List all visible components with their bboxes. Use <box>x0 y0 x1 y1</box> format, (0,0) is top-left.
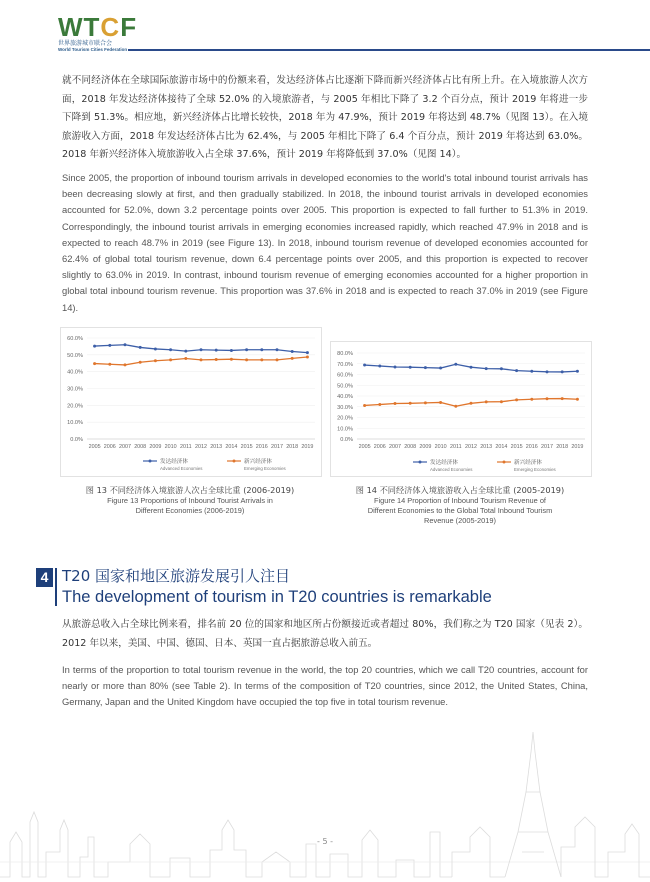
chart13-y-tick-label: 30.0% <box>67 386 83 393</box>
chart14-data-point <box>485 400 488 403</box>
chart14-data-point <box>424 366 427 369</box>
chart13-legend-marker <box>233 460 236 463</box>
paragraph-1-english: Since 2005, the proportion of inbound tourism arrivals in developed economies to the world's total inbound tourist arrivals has been decreasing slowly at first, and then gradually stabilized. In 2018, the inbound tourist arrivals in developed economies accounted for 52.0%, down 3.2 percentage points over 2005. This proportion is expected to fall further to 51.3% in 2019. Correspondingly, the inbound tourist arrivals in emerging economies increased rapidly, which reached 47.9% in 2018 and is expected to reach 48.7% in 2019 (see Figure 13). In 2018, inbound tourism revenue of developed economies accounted for 62.4% of global total tourism revenue, down 6.4 percentage points over 2005, and this proportion is expected to recover slightly to 63.0% in 2019. In contrast, inbound tourism revenue of emerging economies accounted for a higher proportion in global total inbound tourism revenue. This proportion was 37.6% in 2018 and is expected to reach 37.0% in 2019 (see Figure 14). <box>62 172 588 313</box>
chart13-x-tick-label: 2006 <box>103 444 116 450</box>
chart14-data-point <box>530 398 533 401</box>
chart14-y-tick-label: 40.0% <box>337 394 353 400</box>
figure-13-caption-en-line1: Figure 13 Proportions of Inbound Tourist Arrivals in <box>107 496 273 505</box>
chart14-legend-label-en: Advanced Economies <box>430 467 473 472</box>
chart14-legend-label: 发达经济体 <box>430 460 458 466</box>
chart14-data-point <box>576 398 579 401</box>
chart14-data-point <box>561 370 564 373</box>
chart14-data-point <box>470 402 473 405</box>
city-skyline-decoration <box>0 712 650 882</box>
chart14-data-point <box>454 405 457 408</box>
chart13-data-point <box>93 362 96 365</box>
chart13-data-point <box>139 361 142 364</box>
chart13-data-point <box>260 348 263 351</box>
chart13-x-tick-label: 2011 <box>180 444 192 450</box>
chart13-data-point <box>230 349 233 352</box>
chart13-data-point <box>306 351 309 354</box>
chart14-y-tick-label: 80.0% <box>337 351 353 357</box>
chart14-data-point <box>515 369 518 372</box>
chart14-y-tick-label: 20.0% <box>337 415 353 422</box>
chart14-data-point <box>546 397 549 400</box>
chart13-x-tick-label: 2019 <box>301 444 314 450</box>
figure-13-svg <box>61 328 321 476</box>
chart13-x-tick-label: 2018 <box>286 444 299 450</box>
chart14-x-tick-label: 2007 <box>389 444 401 450</box>
section-accent-bar <box>55 568 57 606</box>
chart13-y-tick-label: 60.0% <box>67 336 83 342</box>
chart13-x-tick-label: 2017 <box>271 444 283 450</box>
figure-14-chart <box>330 341 592 477</box>
chart14-data-point <box>500 367 503 370</box>
chart13-legend-label-en: Advanced Economies <box>160 466 203 471</box>
chart14-legend-marker <box>503 461 506 464</box>
chart14-y-tick-label: 50.0% <box>337 383 353 390</box>
chart13-y-tick-label: 40.0% <box>67 369 83 376</box>
chart14-x-tick-label: 2016 <box>525 444 538 450</box>
chart14-data-point <box>454 363 457 366</box>
chart14-data-point <box>546 370 549 373</box>
chart13-legend-label: 新兴经济体 <box>244 459 272 465</box>
chart14-legend-label: 新兴经济体 <box>514 460 542 466</box>
chart13-x-tick-label: 2013 <box>210 444 223 450</box>
chart14-y-tick-label: 10.0% <box>337 426 353 433</box>
chart13-x-tick-label: 2014 <box>225 444 238 450</box>
chart13-data-point <box>154 359 157 362</box>
chart13-data-point <box>276 358 279 361</box>
chart14-x-tick-label: 2006 <box>373 444 386 450</box>
chart13-data-point <box>184 357 187 360</box>
chart13-data-point <box>154 347 157 350</box>
chart13-data-point <box>230 358 233 361</box>
chart14-data-point <box>500 400 503 403</box>
figure-13-caption <box>60 484 320 516</box>
chart13-data-point <box>200 348 203 351</box>
chart13-x-tick-label: 2012 <box>195 444 207 450</box>
chart13-data-point <box>291 357 294 360</box>
chart14-x-tick-label: 2008 <box>404 444 417 450</box>
logo-chinese-name: 世界旅游城市联合会 <box>58 40 113 47</box>
figure-13-caption-cn: 图 13 不同经济体入境旅游人次占全球比重 (2006-2019) <box>85 485 295 495</box>
chart13-data-point <box>108 363 111 366</box>
chart13-data-point <box>245 358 248 361</box>
chart13-data-point <box>215 358 218 361</box>
chart14-data-point <box>439 367 442 370</box>
chart13-legend-marker <box>149 460 152 463</box>
chart14-data-point <box>378 403 381 406</box>
figure-14-svg <box>331 342 591 476</box>
chart14-y-tick-label: 30.0% <box>337 404 353 411</box>
section-number-badge: 4 <box>36 568 53 587</box>
chart14-x-tick-label: 2010 <box>434 444 447 450</box>
chart14-x-tick-label: 2012 <box>465 444 477 450</box>
chart14-data-point <box>515 398 518 401</box>
chart13-data-point <box>200 358 203 361</box>
chart14-legend-label-en: Emerging Economies <box>514 467 556 472</box>
chart14-x-tick-label: 2013 <box>480 444 493 450</box>
logo-english-name: World Tourism Cities Federation <box>58 47 128 52</box>
chart13-data-point <box>184 350 187 353</box>
chart14-data-point <box>485 367 488 370</box>
figure-14-caption <box>330 484 590 526</box>
chart14-data-point <box>439 401 442 404</box>
chart14-x-tick-label: 2018 <box>556 444 569 450</box>
chart14-data-point <box>530 370 533 373</box>
chart14-x-tick-label: 2017 <box>541 444 553 450</box>
section-title-chinese: T20 国家和地区旅游发展引人注目 <box>62 567 291 585</box>
chart13-data-point <box>169 358 172 361</box>
chart13-x-tick-label: 2009 <box>149 444 162 450</box>
page-header <box>0 0 650 60</box>
chart13-data-point <box>276 348 279 351</box>
chart13-data-point <box>291 350 294 353</box>
paragraph-1-chinese: 就不同经济体在全球国际旅游市场中的份额来看，发达经济体占比逐渐下降而新兴经济体占比有所上升。在入境旅游人次方面，2018 年发达经济体接待了全球 52.0% 的入境旅游者，与 2005 年相比下降了 3.2 个百分点，预计 2019 年将进一步下降到 51.3%。相应地，新兴经济体占比增长较快，2018 年为 47.9%，预计 2019 年将达到 48.7%（见图 13）。在入境旅游收入方面，2018 年发达经济体占比为 62.4%，与 2005 年相比下降了 6.4 个百分点，预计 2019 年将达到 63.0%。2018 年新兴经济体入境旅游收入占全球 37.6%，预计 2019 年将降低到 37.0%（见图 14）。 <box>62 75 588 160</box>
chart14-data-point <box>561 397 564 400</box>
figure-13-caption-en-line2: Different Economies (2006-2019) <box>135 506 245 515</box>
chart14-legend-marker <box>419 461 422 464</box>
chart14-data-point <box>394 402 397 405</box>
logo-wordmark: WTCF <box>58 12 138 42</box>
chart14-data-point <box>409 402 412 405</box>
chart13-x-tick-label: 2008 <box>134 444 147 450</box>
chart14-x-tick-label: 2009 <box>419 444 432 450</box>
chart13-y-tick-label: 0.0% <box>70 437 83 443</box>
figure-14-caption-en-line1: Figure 14 Proportion of Inbound Tourism Revenue of <box>373 496 546 505</box>
chart13-data-point <box>260 358 263 361</box>
section-title-english: The development of tourism in T20 countries is remarkable <box>62 588 492 606</box>
figure-13-chart <box>60 327 322 477</box>
chart14-y-tick-label: 0.0% <box>340 437 353 443</box>
chart13-data-point <box>215 349 218 352</box>
chart13-x-tick-label: 2005 <box>88 444 101 450</box>
chart14-data-point <box>576 370 579 373</box>
chart13-data-point <box>108 344 111 347</box>
chart13-data-point <box>169 348 172 351</box>
page-number: - 5 - <box>317 837 333 846</box>
figure-14-caption-en-line2: Different Economies to the Global Total Inbound Tourism <box>367 506 553 515</box>
chart13-data-point <box>139 346 142 349</box>
chart14-x-tick-label: 2011 <box>450 444 462 450</box>
chart14-x-tick-label: 2005 <box>358 444 371 450</box>
header-rule <box>128 49 650 51</box>
chart13-data-point <box>306 356 309 359</box>
chart13-data-point <box>124 343 127 346</box>
chart14-data-point <box>424 401 427 404</box>
paragraph-2-chinese: 从旅游总收入占全球比例来看，排名前 20 位的国家和地区所占份额接近或者超过 80%，我们称之为 T20 国家（见表 2）。2012 年以来，美国、中国、德国、日本、英国一直占据旅游总收入前五。 <box>62 619 588 649</box>
chart14-x-tick-label: 2014 <box>495 444 508 450</box>
chart13-y-tick-label: 10.0% <box>67 420 83 427</box>
chart14-data-point <box>363 364 366 367</box>
chart14-x-tick-label: 2015 <box>510 444 523 450</box>
chart13-data-point <box>245 348 248 351</box>
chart13-x-tick-label: 2016 <box>255 444 268 450</box>
chart14-x-tick-label: 2019 <box>571 444 584 450</box>
chart13-legend-label: 发达经济体 <box>160 459 188 465</box>
chart13-x-tick-label: 2007 <box>119 444 131 450</box>
paragraph-2-english: In terms of the proportion to total tourism revenue in the world, the top 20 countries, which we call T20 countries, account for nearly or more than 80% (see Table 2). In terms of the composition of T20 countries, since 2012, the United States, China, Germany, Japan and the United Kingdom have occupied the top five in total tourism revenue. <box>62 664 588 708</box>
chart14-data-point <box>470 366 473 369</box>
chart13-x-tick-label: 2015 <box>240 444 253 450</box>
chart14-data-point <box>394 365 397 368</box>
chart14-y-tick-label: 60.0% <box>337 372 353 379</box>
wtcf-logo <box>58 14 137 53</box>
chart13-y-tick-label: 20.0% <box>67 403 83 410</box>
chart14-data-point <box>378 365 381 368</box>
chart13-y-tick-label: 50.0% <box>67 352 83 359</box>
chart13-x-tick-label: 2010 <box>164 444 177 450</box>
chart14-data-point <box>409 366 412 369</box>
chart14-data-point <box>363 404 366 407</box>
chart13-legend-label-en: Emerging Economies <box>244 466 286 471</box>
chart13-data-point <box>93 345 96 348</box>
figure-14-caption-cn: 图 14 不同经济体入境旅游收入占全球比重 (2005-2019) <box>355 485 565 495</box>
chart14-y-tick-label: 70.0% <box>337 361 353 368</box>
figure-14-caption-en-line3: Revenue (2005-2019) <box>424 516 496 525</box>
chart13-data-point <box>124 363 127 366</box>
